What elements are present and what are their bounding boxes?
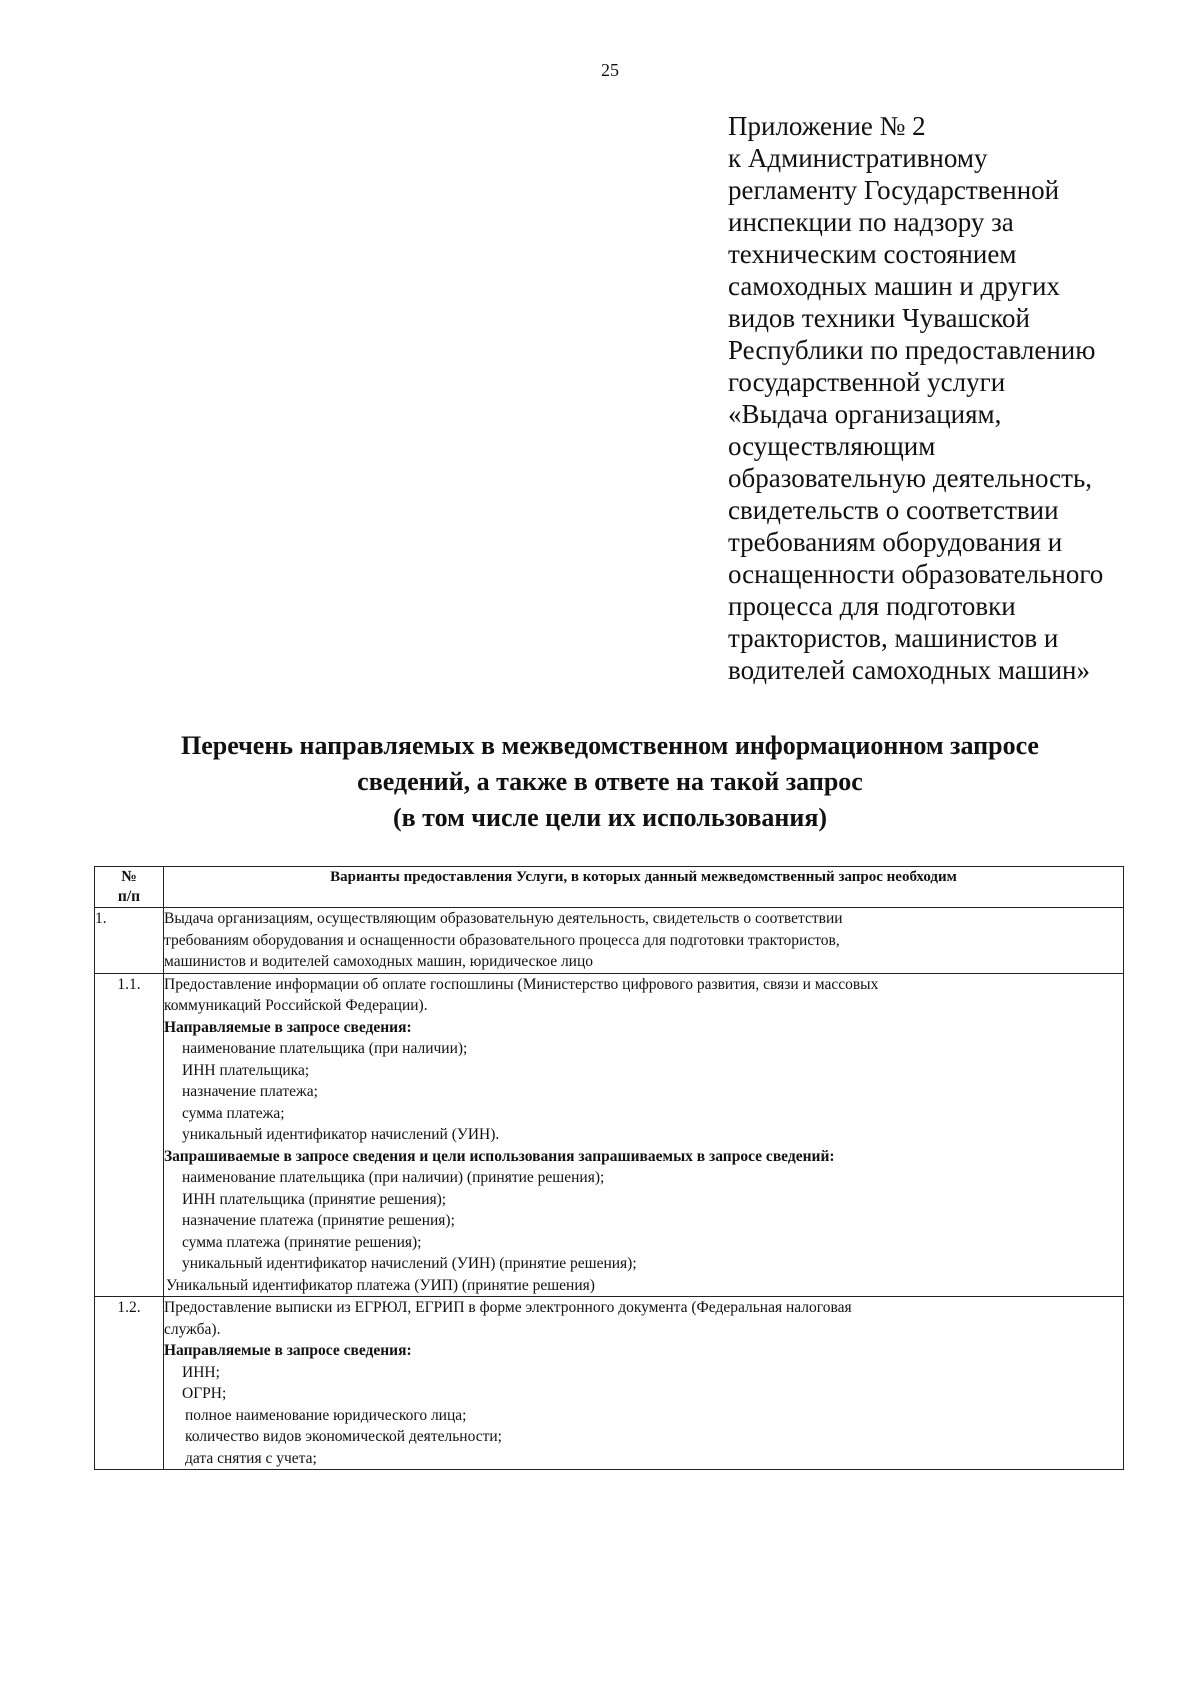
sent-data-heading: Направляемые в запросе сведения: bbox=[164, 1018, 412, 1036]
title-line: (в том числе цели их использования) bbox=[392, 803, 828, 832]
requested-data-heading: Запрашиваемые в запросе сведения и цели использования запрашиваемых в запросе сведений: bbox=[164, 1147, 835, 1165]
appendix-line: Приложение № 2 bbox=[728, 111, 926, 141]
list-item: количество видов экономической деятельности; bbox=[185, 1428, 502, 1445]
list-item: уникальный идентификатор начислений (УИН). bbox=[182, 1126, 500, 1143]
table-row bbox=[95, 1297, 1124, 1470]
appendix-line: трактористов, машинистов и bbox=[728, 623, 1059, 653]
appendix-block bbox=[728, 110, 1168, 686]
header-number bbox=[95, 867, 164, 908]
appendix-line: видов техники Чувашской bbox=[728, 303, 1030, 333]
appendix-line: самоходных машин и других bbox=[728, 271, 1060, 301]
list-item: Уникальный идентификатор платежа (УИП) (принятие решения) bbox=[166, 1276, 595, 1294]
appendix-line: требованиям оборудования и bbox=[728, 527, 1063, 557]
appendix-line: техническим состоянием bbox=[728, 239, 1017, 269]
row-content bbox=[164, 1297, 1124, 1470]
row-text-line: служба). bbox=[164, 1320, 221, 1338]
table-row bbox=[95, 973, 1124, 1297]
row-content bbox=[164, 973, 1124, 1297]
appendix-line: Республики по предоставлению bbox=[728, 335, 1096, 365]
appendix-line: к Административному bbox=[728, 143, 988, 173]
appendix-line: инспекции по надзору за bbox=[728, 207, 1014, 237]
row-text-line: коммуникаций Российской Федерации). bbox=[164, 997, 428, 1014]
list-item: назначение платежа; bbox=[182, 1083, 318, 1100]
title-line: сведений, а также в ответе на такой запрос bbox=[357, 767, 863, 796]
document-title bbox=[0, 728, 1200, 836]
sent-data-heading: Направляемые в запросе сведения: bbox=[164, 1342, 412, 1359]
title-line: Перечень направляемых в межведомственном информационном запросе bbox=[181, 731, 1039, 760]
list-item: уникальный идентификатор начислений (УИН) (принятие решения); bbox=[182, 1255, 637, 1272]
row-number: 1.2. bbox=[95, 1297, 164, 1470]
list-item: ИНН; bbox=[182, 1363, 220, 1381]
table-header-row bbox=[95, 867, 1124, 908]
row-number: 1.1. bbox=[95, 973, 164, 1297]
appendix-line: регламенту Государственной bbox=[728, 175, 1060, 205]
table-row bbox=[95, 908, 1124, 974]
header-number-abbr: п/п bbox=[117, 888, 141, 905]
list-item: наименование плательщика (при наличии); bbox=[182, 1040, 468, 1057]
appendix-line: «Выдача организациям, bbox=[728, 399, 1002, 429]
page-number: 25 bbox=[601, 60, 619, 80]
appendix-line: оснащенности образовательного bbox=[728, 559, 1104, 589]
requests-table bbox=[94, 866, 1124, 1470]
row-text-line: машинистов и водителей самоходных машин, юридическое лицо bbox=[164, 953, 594, 970]
row-number: 1. bbox=[95, 908, 164, 974]
header-number-symbol: № bbox=[121, 868, 137, 885]
list-item: ОГРН; bbox=[182, 1385, 227, 1402]
row-text-line: Предоставление информации об оплате госпошлины (Министерство цифрового развития, связи и массовых bbox=[164, 975, 879, 993]
header-variants: Варианты предоставления Услуги, в которых данный межведомственный запрос необходим bbox=[164, 867, 1124, 908]
appendix-line: образовательную деятельность, bbox=[728, 463, 1093, 493]
row-content bbox=[164, 908, 1124, 974]
appendix-line: государственной услуги bbox=[728, 367, 1006, 397]
list-item: сумма платежа (принятие решения); bbox=[182, 1233, 422, 1251]
list-item: сумма платежа; bbox=[182, 1104, 285, 1122]
list-item: полное наименование юридического лица; bbox=[185, 1406, 467, 1424]
appendix-line: водителей самоходных машин» bbox=[728, 655, 1090, 685]
list-item: назначение платежа (принятие решения); bbox=[182, 1212, 455, 1229]
row-text-line: Предоставление выписки из ЕГРЮЛ, ЕГРИП в форме электронного документа (Федеральная налоговая bbox=[164, 1299, 852, 1316]
list-item: наименование плательщика (при наличии) (принятие решения); bbox=[182, 1169, 605, 1186]
appendix-line: процесса для подготовки bbox=[728, 591, 1016, 621]
list-item: ИНН плательщика; bbox=[182, 1061, 310, 1079]
row-text-line: Выдача организациям, осуществляющим образовательную деятельность, свидетельств о соответствии bbox=[164, 910, 843, 927]
row-text-line: требованиям оборудования и оснащенности образовательного процесса для подготовки трактористов, bbox=[164, 931, 840, 949]
list-item: дата снятия с учета; bbox=[185, 1449, 317, 1467]
appendix-line: осуществляющим bbox=[728, 431, 936, 461]
appendix-line: свидетельств о соответствии bbox=[728, 495, 1059, 525]
list-item: ИНН плательщика (принятие решения); bbox=[182, 1190, 447, 1208]
